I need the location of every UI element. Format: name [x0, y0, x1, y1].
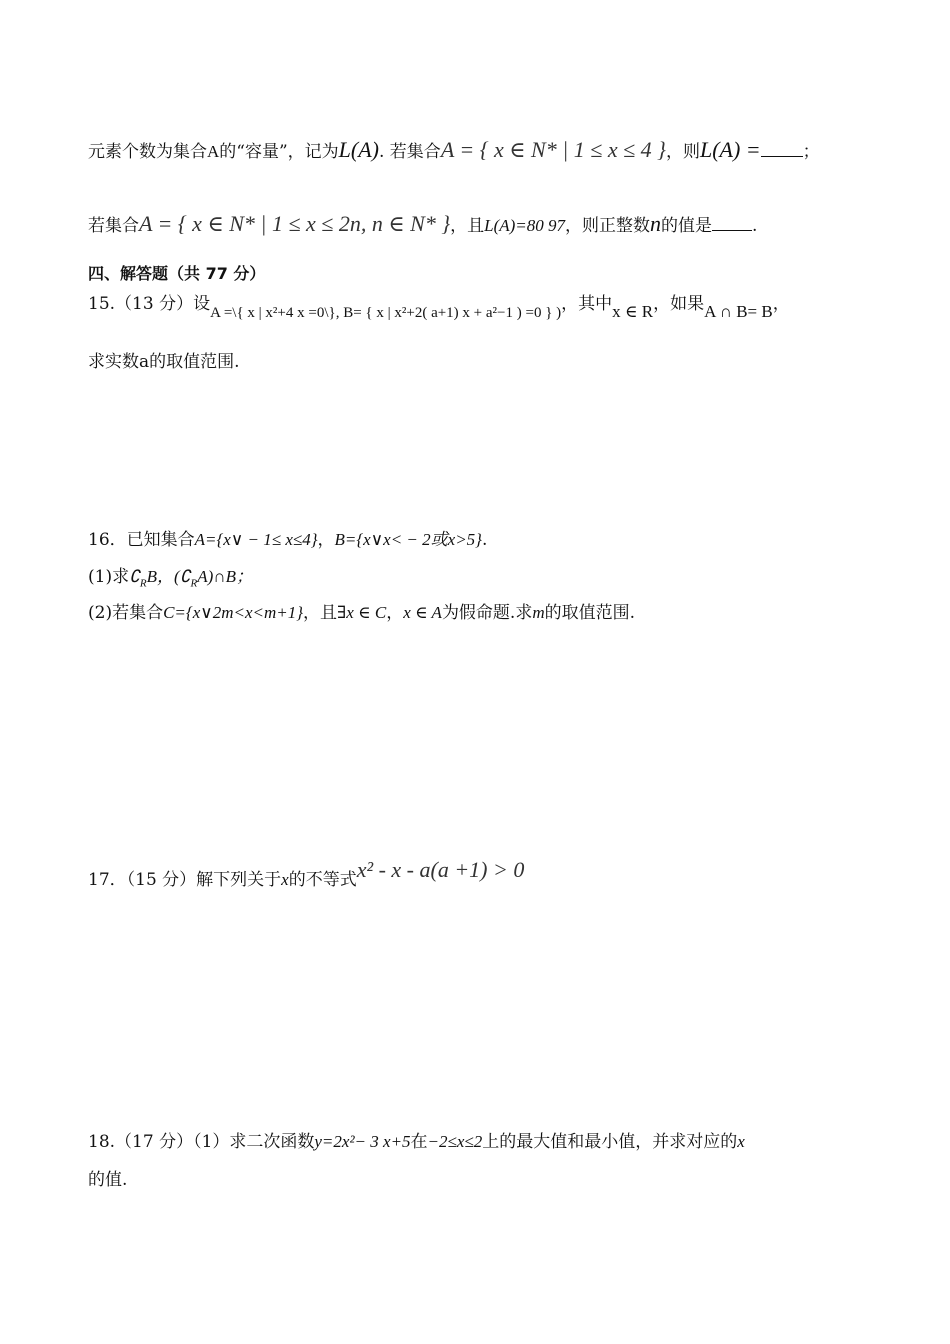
q16-text: 为假命题.求: [441, 603, 533, 623]
q18-line1: [88, 1130, 745, 1154]
q15-line2: 求实数a的取值范围.: [88, 352, 240, 372]
q18-range: −2≤x≤2: [427, 1132, 483, 1151]
q14-text: ，则正整数: [565, 216, 651, 236]
q14-la: L(A): [338, 137, 379, 162]
q16-text: (1)求: [88, 567, 130, 587]
q15-cond1: x ∈ R: [612, 302, 654, 321]
q16-line1: [88, 528, 487, 552]
q14-text: ；: [802, 142, 820, 162]
q17-line1: [88, 857, 525, 892]
q18-text: 上的最大值和最小值，并求对应的: [482, 1132, 738, 1152]
q18-text: 18.（17 分）（1）求二次函数: [88, 1132, 315, 1152]
q16-m: m: [532, 603, 545, 622]
q15-text: ，: [772, 294, 790, 314]
q15-sets: A =\{ x | x²+4 x =0\}, B= { x | x²+2( a+1) x + a²−1 ) =0 } ): [210, 305, 562, 321]
q16-complement-b: B，(∁: [146, 567, 191, 586]
q17-inequality: x² - x - a(a +1) > 0: [356, 857, 525, 882]
q18-x: x: [737, 1132, 745, 1151]
q14-text: 元素个数为集合: [88, 142, 207, 162]
q16-text: (2)若集合: [88, 603, 164, 623]
q14-text: 的“容量”，记为: [219, 142, 339, 162]
q14-text: .: [752, 216, 758, 236]
q14-equation: L(A)=80 97: [484, 216, 566, 235]
q16-set-a: A={x∨ − 1≤ x≤4}: [194, 530, 318, 549]
q14-n: n: [650, 211, 662, 236]
q17-x: x: [281, 870, 289, 889]
q14-line2: [88, 212, 757, 238]
q16-intersection: A)∩B；: [197, 567, 253, 586]
q16-text: 16．已知集合: [88, 530, 195, 550]
q14-set-formula: A = { x ∈ N* | 1 ≤ x ≤ 4 }: [440, 137, 666, 162]
q16-text: ，: [317, 530, 335, 550]
q16-text: 的取值范围.: [544, 603, 636, 623]
q16-text: ，且∃: [303, 603, 347, 623]
q14-text: ，且: [450, 216, 485, 236]
q14-line1: [88, 138, 820, 164]
q15-text: ，其中: [561, 294, 613, 314]
q17-text: 的不等式: [288, 870, 357, 890]
q15-number: 15.（13 分）设: [88, 294, 211, 314]
q14-text: 的值是: [661, 216, 713, 236]
q16-complement: ∁: [129, 567, 140, 586]
q15-line1: [88, 292, 790, 321]
q14-set-name: A: [207, 142, 220, 161]
q16-set-c: C={x∨2m<x<m+1}: [163, 603, 304, 622]
q18-text: 在: [410, 1132, 428, 1152]
q18-function: y=2x²− 3 x+5: [314, 1132, 411, 1151]
q15-text: ，如果: [653, 294, 705, 314]
q16-line3: [88, 601, 635, 625]
q15-cond2: A ∩ B= B: [704, 302, 773, 321]
q16-sub: R: [139, 577, 147, 590]
q16-sub: R: [190, 577, 198, 590]
answer-blank[interactable]: [761, 140, 803, 157]
q17-text: 17．（15 分）解下列关于: [88, 870, 282, 890]
q14-la-eq: L(A) =: [699, 137, 761, 162]
q16-line2: [88, 565, 253, 595]
q18-line2: 的值.: [88, 1170, 128, 1190]
q16-cond: x ∈ A: [403, 603, 442, 622]
q14-text: . 若集合: [379, 142, 441, 162]
section-heading: 四、解答题（共 77 分）: [88, 264, 266, 283]
q14-set-formula-2: A = { x ∈ N* | 1 ≤ x ≤ 2n, n ∈ N* }: [139, 211, 451, 236]
q16-text: ，: [386, 603, 404, 623]
answer-blank[interactable]: [712, 214, 752, 231]
q16-cond: x ∈ C: [346, 603, 387, 622]
q14-text: ，则: [665, 142, 700, 162]
q16-text: .: [481, 530, 488, 550]
q14-text: 若集合: [88, 216, 139, 236]
q16-set-b: B={x∨x< − 2或x>5}: [334, 530, 482, 549]
